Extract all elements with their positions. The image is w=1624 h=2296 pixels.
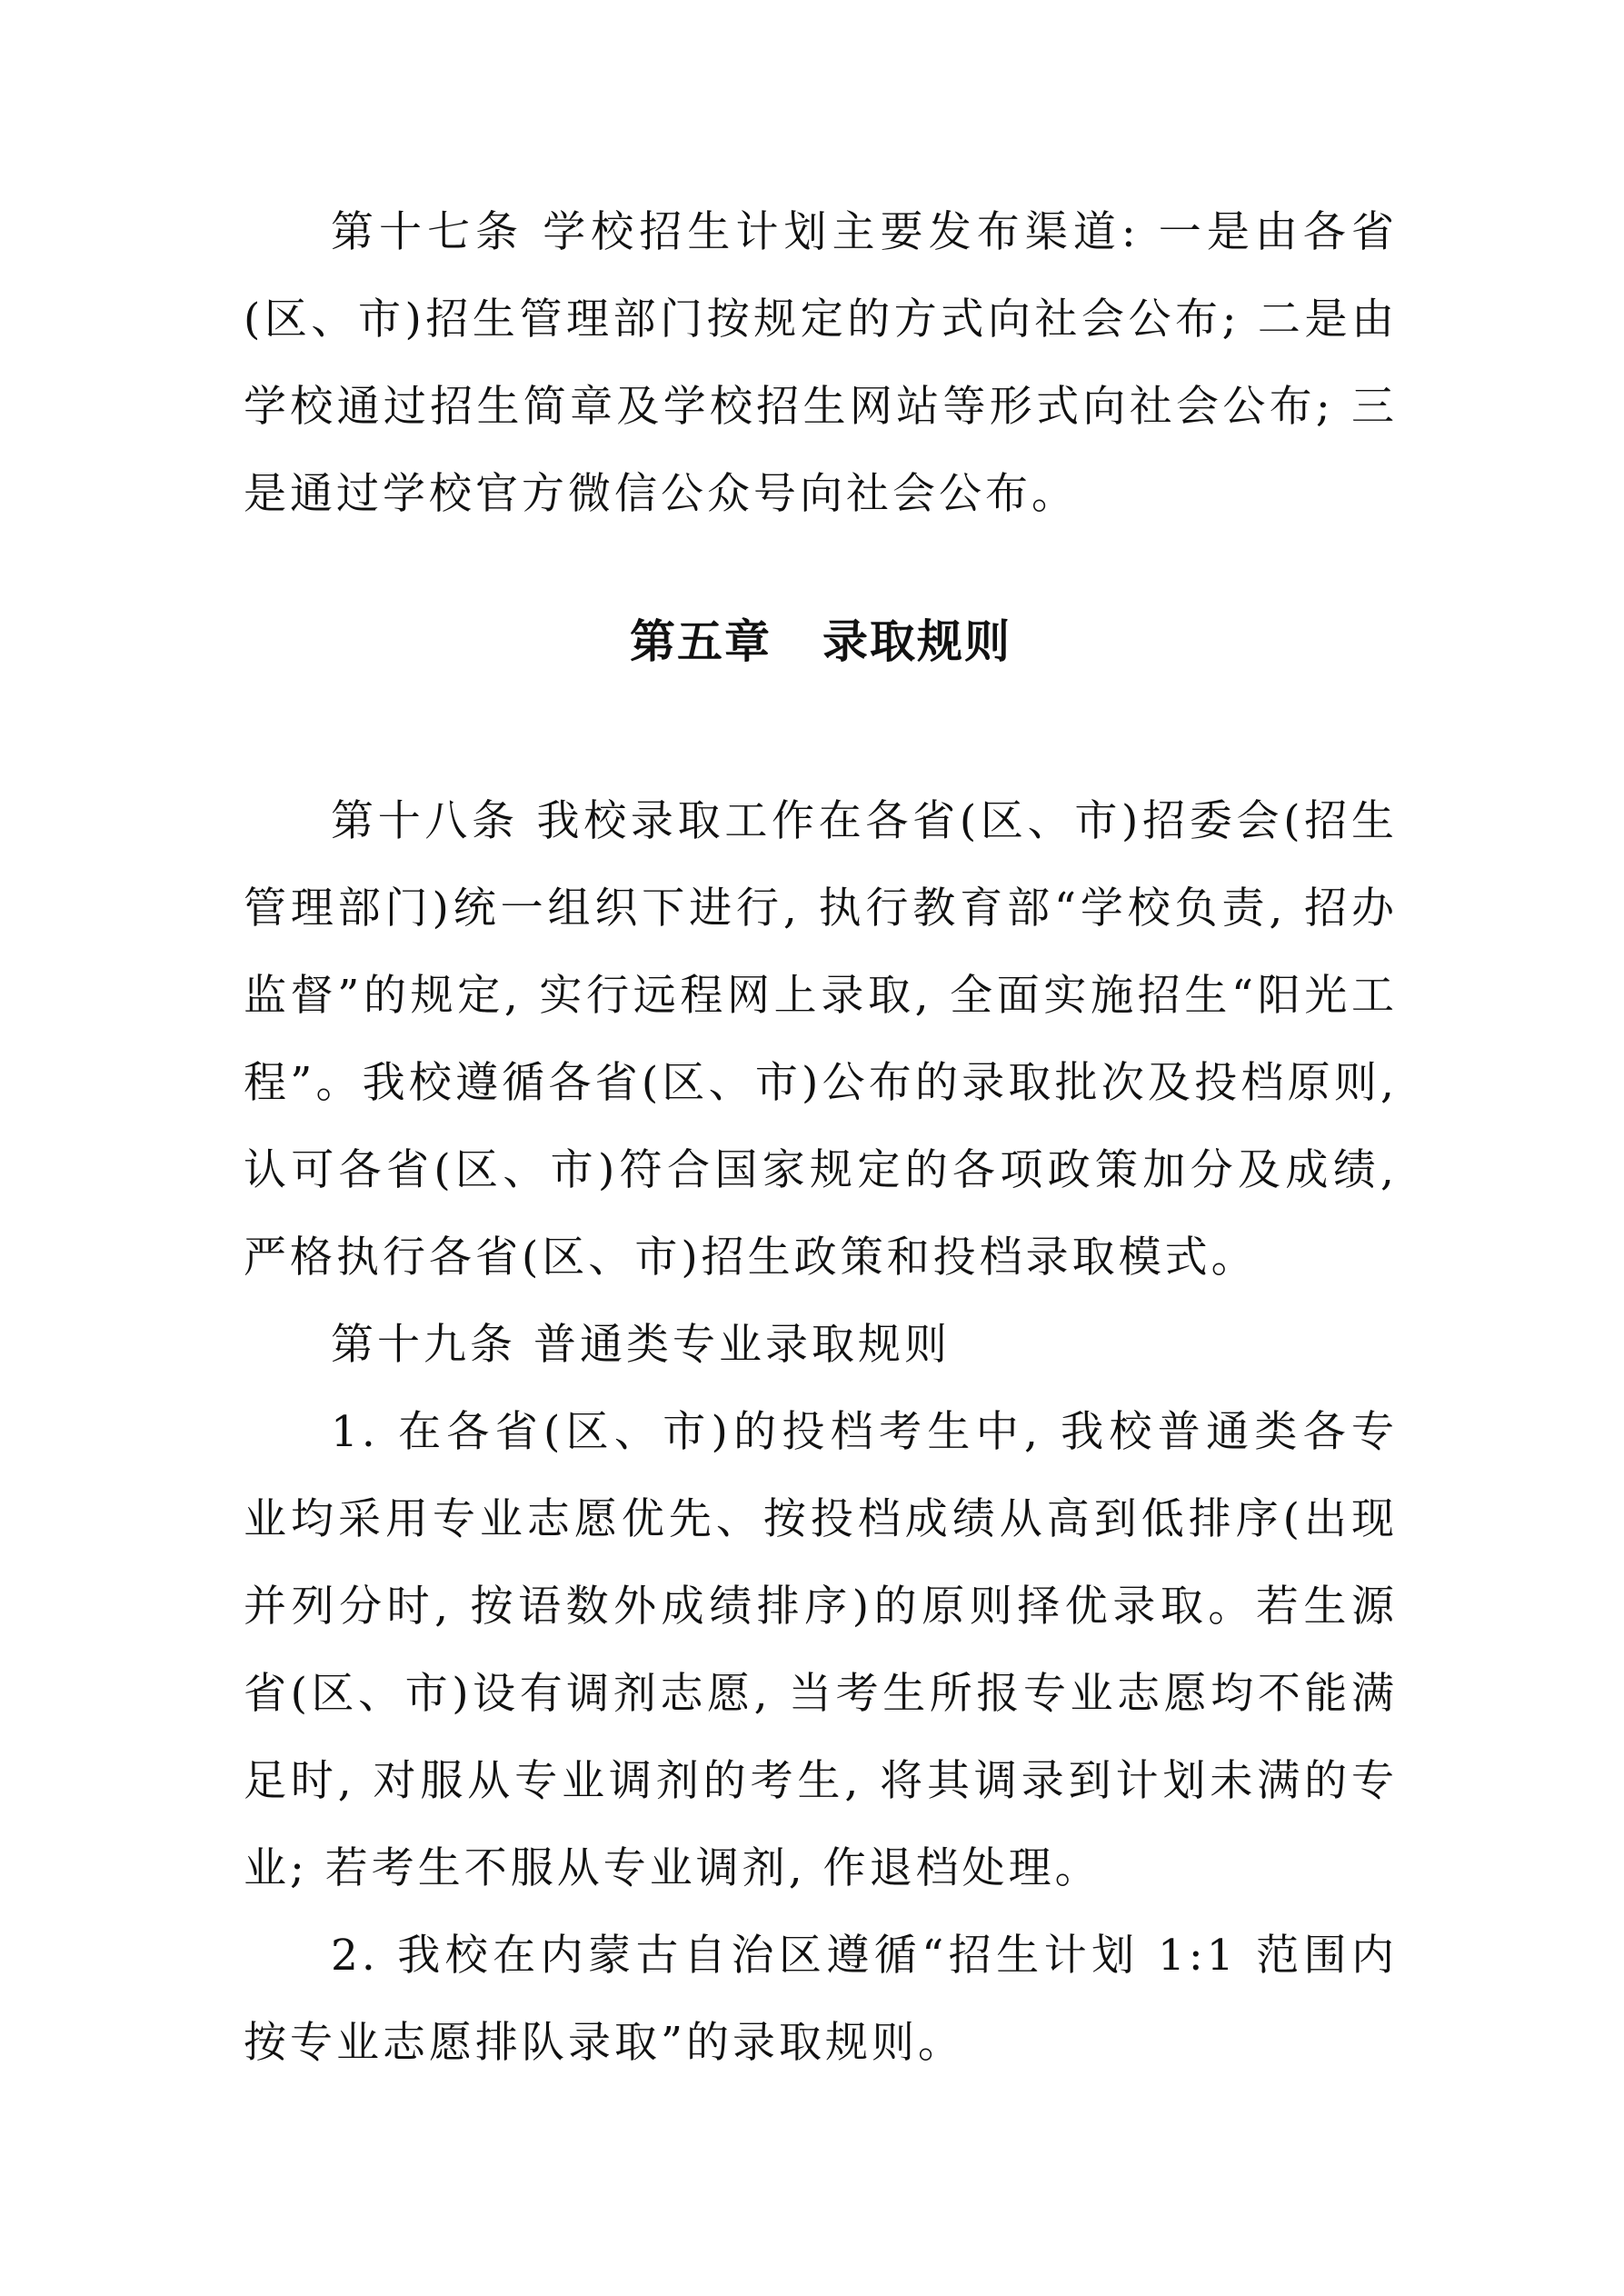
article-18-paragraph [244,778,1398,1302]
chapter-heading [244,538,1398,778]
article-19-item-2: 2. 我校在内蒙古自治区遵循“招生计划 1:1 范围内按专业志愿排队录取”的录取规则。 [244,1931,1398,2068]
article-19-item-1: 1. 在各省(区、市)的投档考生中, 我校普通类各专业均采用专业志愿优先、按投档成绩从高到低排序(出现并列分时, 按语数外成绩排序)的原则择优录取。若生源省(区、市)设有调剂志愿, 当考生所报专业志愿均不能满足时, 对服从专业调剂的考生, 将其调录到计划未满的专业; 若考生不服从专业调剂, 作退档处理。 [244,1407,1398,1893]
article-18-part1: 第十八条 我校录取工作在各省(区、市)招委会(招生管理部门)统一组织下进行, 执行教育部“学校负责, 招办监督”的规定, 实行远程网上录取, 全面实施招生“阳光工程”。 [244,796,1398,1108]
document-body [244,189,1398,2087]
article-18-part2: 我校遵循各省(区、市)公布的录取批次及投档原则, 认可各省(区、市)符合国家规定的各项政策加分及成绩, 严格执行各省(区、市)招生政策和投档录取模式。 [244,1058,1398,1283]
article-19-title: 第十九条 普通类专业录取规则 [331,1320,951,1370]
chapter-number: 第五章 [630,614,772,668]
chapter-title: 录取规则 [822,614,1011,668]
article-17-paragraph: 第十七条 学校招生计划主要发布渠道: 一是由各省(区、市)招生管理部门按规定的方式向社会公布; 二是由学校通过招生简章及学校招生网站等形式向社会公布; 三是通过学校官方微信公众号向社会公布。 [244,207,1398,519]
